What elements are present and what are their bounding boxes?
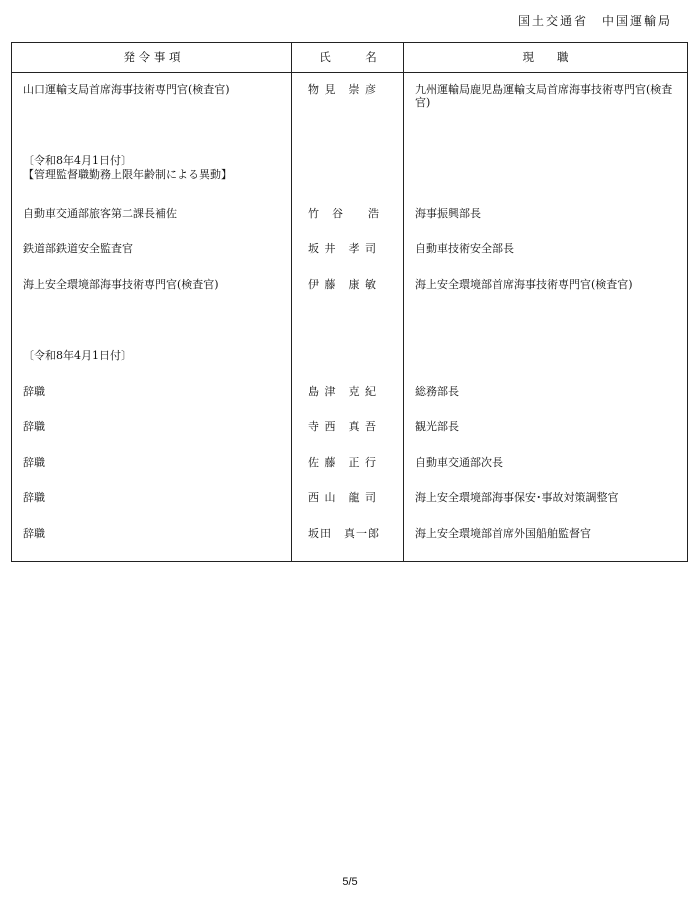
table-header — [12, 43, 687, 73]
order-cell: 山口運輸支局首席海事技術専門官(検査官) — [23, 83, 230, 96]
order-cell: 辞職 — [23, 420, 45, 433]
current-position-cell: 海上安全環境部首席海事技術専門官(検査官) — [415, 278, 633, 291]
order-cell: 辞職 — [23, 385, 45, 398]
order-cell: 鉄道部鉄道安全監査官 — [23, 242, 133, 255]
organization-header: 国土交通省 中国運輸局 — [517, 14, 672, 28]
name-cell: 竹 谷 浩 — [308, 207, 380, 220]
current-position-cell: 自動車技術安全部長 — [415, 242, 514, 255]
current-position-cell: 海上安全環境部海事保安･事故対策調整官 — [415, 491, 619, 504]
current-position-cell: 自動車交通部次長 — [415, 456, 503, 469]
personnel-table — [11, 42, 688, 562]
name-cell: 坂 井 孝 司 — [308, 242, 377, 255]
page-number: 5/5 — [342, 876, 358, 888]
name-cell: 寺 西 真 吾 — [308, 420, 377, 433]
name-cell: 佐 藤 正 行 — [308, 456, 377, 469]
column-divider — [403, 43, 404, 561]
current-position-cell: 海上安全環境部首席外国船舶監督官 — [415, 527, 591, 540]
column-header-name: 氏 名 — [319, 50, 377, 64]
order-cell: 自動車交通部旅客第二課長補佐 — [23, 207, 177, 220]
name-cell: 伊 藤 康 敏 — [308, 278, 377, 291]
order-cell: 海上安全環境部海事技術専門官(検査官) — [23, 278, 219, 291]
column-header-current-position: 現 職 — [522, 50, 569, 64]
current-position-cell: 総務部長 — [415, 385, 459, 398]
column-divider — [291, 43, 292, 561]
order-cell: 辞職 — [23, 491, 45, 504]
name-cell: 物 見 崇 彦 — [308, 83, 377, 96]
current-position-cell: 観光部長 — [415, 420, 459, 433]
name-cell: 坂田 真一郎 — [308, 527, 380, 540]
section-date: 〔令和8年4月1日付〕 — [23, 154, 132, 167]
current-position-cell: 九州運輸局鹿児島運輸支局首席海事技術専門官(検査官) — [415, 83, 673, 109]
order-cell: 辞職 — [23, 456, 45, 469]
column-header-order: 発 令 事 項 — [123, 50, 181, 64]
name-cell: 島 津 克 紀 — [308, 385, 377, 398]
name-cell: 西 山 龍 司 — [308, 491, 377, 504]
current-position-cell: 海事振興部長 — [415, 207, 481, 220]
section-date: 〔令和8年4月1日付〕 — [23, 349, 132, 362]
section-title: 【管理監督職勤務上限年齢制による異動】 — [23, 168, 232, 181]
order-cell: 辞職 — [23, 527, 45, 540]
